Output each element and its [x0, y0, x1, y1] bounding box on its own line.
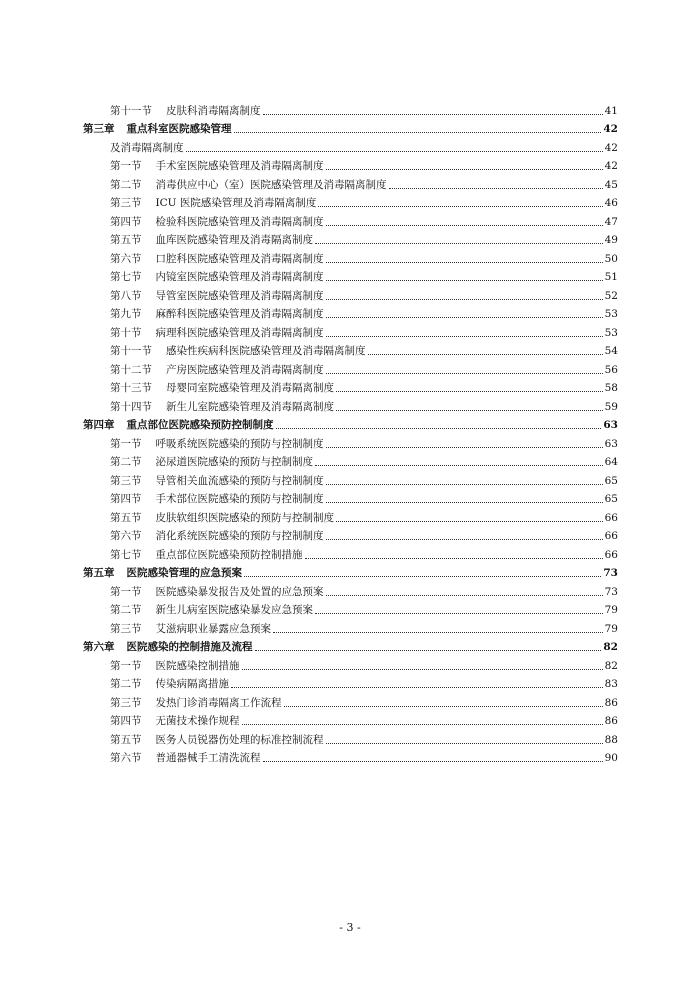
dot-leader	[242, 669, 603, 670]
toc-section-row[interactable]	[83, 728, 618, 747]
toc-entry-number: 第十三节	[110, 382, 152, 394]
toc-entry-page: 65	[604, 474, 618, 487]
toc-entry-page: 45	[604, 178, 618, 191]
toc-entry-page: 59	[604, 400, 618, 413]
toc-entry-page: 86	[604, 696, 618, 709]
toc-entry-number: 第一节	[110, 160, 142, 172]
toc-entry-number: 第十二节	[110, 363, 152, 376]
toc-entry-title: 口腔科医院感染管理及消毒隔离制度	[155, 252, 324, 265]
toc-section-row[interactable]	[83, 303, 618, 322]
toc-entry-page: 51	[604, 271, 618, 283]
toc-entry-page: 86	[604, 715, 618, 727]
toc-entry-title: 导管室医院感染管理及消毒隔离制度	[155, 289, 324, 302]
toc-entry-title: 皮肤科消毒隔离制度	[166, 104, 261, 117]
toc-entry-title: 重点部位医院感染预防控制制度	[126, 419, 274, 431]
dot-leader	[326, 169, 603, 170]
dot-leader	[389, 188, 603, 189]
toc-entry-title: 医务人员锐器伤处理的标准控制流程	[155, 733, 324, 746]
toc-entry-title: 导管相关血流感染的预防与控制制度	[155, 474, 324, 487]
dot-leader	[186, 151, 603, 152]
toc-entry-title: 麻醉科医院感染管理及消毒隔离制度	[155, 308, 324, 320]
table-of-contents	[83, 99, 618, 765]
toc-entry-number: 第十节	[110, 326, 142, 339]
toc-entry-page: 63	[604, 437, 618, 450]
toc-entry-page: 42	[604, 141, 618, 154]
dot-leader	[326, 447, 603, 448]
toc-entry-title: 泌尿道医院感染的预防与控制制度	[155, 456, 313, 468]
toc-section-row[interactable]	[83, 654, 618, 673]
dot-leader	[305, 558, 603, 559]
dot-leader	[284, 706, 603, 707]
toc-entry-page: 41	[604, 104, 618, 117]
dot-leader	[326, 299, 603, 300]
toc-section-row[interactable]	[83, 247, 618, 266]
toc-entry-number: 第六节	[110, 530, 142, 542]
toc-entry-title: 无菌技术操作规程	[155, 715, 240, 727]
toc-entry-page: 47	[604, 215, 618, 228]
toc-section-row[interactable]	[83, 469, 618, 488]
toc-section-row[interactable]	[83, 229, 618, 248]
toc-section-row[interactable]	[83, 192, 618, 211]
dot-leader	[263, 761, 603, 762]
toc-entry-title: 普通器械手工清洗流程	[155, 752, 261, 764]
toc-entry-number: 第四节	[110, 715, 142, 727]
toc-section-row[interactable]	[83, 155, 618, 174]
toc-section-row[interactable]	[83, 543, 618, 562]
toc-entry-title: 血库医院感染管理及消毒隔离制度	[155, 234, 313, 246]
dot-leader	[318, 206, 602, 207]
toc-entry-page: 83	[604, 678, 618, 690]
toc-entry-number: 第十四节	[110, 400, 152, 413]
toc-entry-number: 第七节	[110, 548, 142, 561]
toc-entry-title: 病理科医院感染管理及消毒隔离制度	[155, 326, 324, 339]
dot-leader	[315, 243, 603, 244]
toc-entry-number: 第八节	[110, 289, 142, 302]
toc-entry-page: 53	[604, 308, 618, 320]
toc-entry-title: 消化系统医院感染的预防与控制制度	[155, 530, 324, 542]
toc-entry-number: 第一节	[110, 659, 142, 672]
toc-section-row[interactable]	[83, 99, 618, 118]
toc-section-row[interactable]	[83, 395, 618, 414]
dot-leader	[326, 336, 603, 337]
toc-entry-page: 65	[604, 493, 618, 505]
toc-entry-page: 82	[603, 641, 618, 653]
dot-leader	[326, 373, 603, 374]
toc-entry-title: 重点部位医院感染预防控制措施	[155, 548, 303, 561]
toc-entry-title: 手术部位医院感染的预防与控制制度	[155, 493, 324, 505]
dot-leader	[315, 613, 603, 614]
toc-entry-title: 发热门诊消毒隔离工作流程	[155, 696, 282, 709]
dot-leader	[326, 262, 603, 263]
dot-leader	[336, 391, 603, 392]
dot-leader	[326, 595, 603, 596]
dot-leader	[326, 484, 603, 485]
toc-entry-page: 88	[604, 733, 618, 746]
toc-entry-number: 第五章	[83, 567, 115, 579]
toc-entry-title: 检验科医院感染管理及消毒隔离制度	[155, 215, 324, 228]
toc-entry-title: 消毒供应中心（室）医院感染管理及消毒隔离制度	[155, 178, 387, 191]
toc-entry-page: 50	[604, 252, 618, 265]
toc-entry-title: ICU 医院感染管理及消毒隔离制度	[155, 197, 317, 209]
toc-chapter-row[interactable]	[83, 636, 618, 655]
toc-entry-number: 第一节	[110, 437, 142, 450]
toc-entry-number: 第二节	[110, 178, 142, 191]
toc-section-row[interactable]	[83, 266, 618, 285]
toc-entry-page: 82	[604, 659, 618, 672]
toc-section-row[interactable]	[83, 340, 618, 359]
toc-entry-number: 第六节	[110, 252, 142, 265]
toc-section-row[interactable]	[83, 747, 618, 766]
toc-entry-number: 第五节	[110, 234, 142, 246]
dot-leader	[336, 410, 603, 411]
toc-section-row[interactable]	[83, 599, 618, 618]
toc-section-row[interactable]	[83, 525, 618, 544]
toc-entry-page: 42	[604, 160, 618, 172]
toc-entry-page: 66	[604, 548, 618, 561]
toc-section-row[interactable]	[83, 451, 618, 470]
toc-entry-page: 66	[604, 511, 618, 524]
toc-entry-title: 产房医院感染管理及消毒隔离制度	[166, 363, 324, 376]
toc-section-row[interactable]	[83, 580, 618, 599]
dot-leader	[273, 632, 603, 633]
toc-entry-number: 第四节	[110, 215, 142, 228]
dot-leader	[326, 280, 603, 281]
toc-section-row[interactable]	[83, 506, 618, 525]
dot-leader	[255, 650, 602, 651]
toc-section-row[interactable]	[83, 710, 618, 729]
toc-entry-page: 73	[603, 567, 618, 579]
toc-entry-title: 医院感染暴发报告及处置的应急预案	[155, 585, 324, 598]
toc-entry-number: 第二节	[110, 456, 142, 468]
toc-entry-number: 第十一节	[110, 104, 152, 117]
toc-section-row[interactable]	[83, 284, 618, 303]
toc-entry-number: 第九节	[110, 308, 142, 320]
dot-leader	[234, 132, 602, 133]
dot-leader	[368, 354, 603, 355]
dot-leader	[326, 502, 603, 503]
toc-entry-title: 手术室医院感染管理及消毒隔离制度	[155, 160, 324, 172]
dot-leader	[326, 317, 603, 318]
toc-entry-title: 内镜室医院感染管理及消毒隔离制度	[155, 271, 324, 283]
toc-entry-number: 第二节	[110, 678, 142, 690]
toc-entry-number: 第六章	[83, 641, 115, 653]
toc-entry-number: 第三节	[110, 197, 142, 209]
toc-section-row[interactable]	[83, 617, 618, 636]
toc-chapter-row[interactable]	[83, 414, 618, 433]
toc-entry-title: 重点科室医院感染管理	[126, 123, 232, 135]
toc-entry-number: 第三节	[110, 696, 142, 709]
toc-section-row[interactable]	[83, 377, 618, 396]
dot-leader	[315, 465, 603, 466]
dot-leader	[242, 724, 603, 725]
toc-entry-number: 第四章	[83, 419, 115, 431]
toc-entry-number: 第三节	[110, 622, 142, 635]
toc-entry-number: 第二节	[110, 604, 142, 616]
toc-entry-title: 及消毒隔离制度	[110, 141, 184, 154]
toc-entry-title: 感染性疾病科医院感染管理及消毒隔离制度	[166, 345, 366, 357]
toc-entry-page: 66	[604, 530, 618, 542]
toc-entry-title: 医院感染管理的应急预案	[126, 567, 242, 579]
dot-leader	[276, 428, 602, 429]
toc-entry-page: 52	[604, 289, 618, 302]
toc-section-row[interactable]	[83, 691, 618, 710]
toc-entry-page: 46	[604, 197, 618, 209]
toc-chapter-row[interactable]	[83, 562, 618, 581]
toc-entry-title: 母婴同室院感染管理及消毒隔离制度	[166, 382, 334, 394]
toc-section-row[interactable]	[83, 321, 618, 340]
dot-leader	[326, 539, 603, 540]
dot-leader	[244, 576, 601, 577]
toc-entry-number: 第三章	[83, 123, 115, 135]
toc-entry-title: 新生儿病室医院感染暴发应急预案	[155, 604, 313, 616]
toc-entry-number: 第六节	[110, 752, 142, 764]
toc-entry-page: 64	[604, 456, 618, 468]
toc-entry-title: 艾滋病职业暴露应急预案	[155, 622, 271, 635]
toc-entry-title: 医院感染控制措施	[155, 659, 240, 672]
toc-entry-page: 90	[604, 752, 618, 764]
toc-section-row[interactable]	[83, 173, 618, 192]
toc-entry-title: 新生儿室院感染管理及消毒隔离制度	[166, 400, 334, 413]
toc-entry-page: 53	[604, 326, 618, 339]
dot-leader	[326, 743, 603, 744]
toc-entry-title: 传染病隔离措施	[155, 678, 229, 690]
toc-chapter-row[interactable]	[83, 118, 618, 137]
toc-entry-number: 第五节	[110, 733, 142, 746]
toc-entry-title: 皮肤软组织医院感染的预防与控制制度	[155, 511, 334, 524]
toc-entry-page: 56	[604, 363, 618, 376]
toc-entry-page: 73	[604, 585, 618, 598]
page-number: - 3 -	[339, 921, 361, 934]
dot-leader	[263, 114, 603, 115]
toc-entry-page: 79	[604, 604, 618, 616]
toc-section-row[interactable]	[83, 488, 618, 507]
toc-section-row[interactable]	[83, 210, 618, 229]
toc-entry-number: 第四节	[110, 493, 142, 505]
toc-section-row[interactable]	[83, 358, 618, 377]
toc-entry-page: 58	[604, 382, 618, 394]
toc-entry-number: 第七节	[110, 271, 142, 283]
toc-section-row[interactable]	[83, 673, 618, 692]
toc-entry-page: 42	[603, 123, 618, 135]
toc-entry-number: 第一节	[110, 585, 142, 598]
dot-leader	[231, 687, 603, 688]
toc-entry-number: 第十一节	[110, 345, 152, 357]
dot-leader	[326, 225, 603, 226]
toc-entry-title: 医院感染的控制措施及流程	[126, 641, 253, 653]
toc-entry-page: 79	[604, 622, 618, 635]
toc-section-row[interactable]	[83, 136, 618, 155]
toc-entry-page: 63	[603, 419, 618, 431]
toc-section-row[interactable]	[83, 432, 618, 451]
toc-entry-page: 54	[604, 345, 618, 357]
toc-entry-number: 第五节	[110, 511, 142, 524]
toc-entry-number: 第三节	[110, 474, 142, 487]
toc-entry-title: 呼吸系统医院感染的预防与控制制度	[155, 437, 324, 450]
dot-leader	[336, 521, 603, 522]
toc-entry-page: 49	[604, 234, 618, 246]
